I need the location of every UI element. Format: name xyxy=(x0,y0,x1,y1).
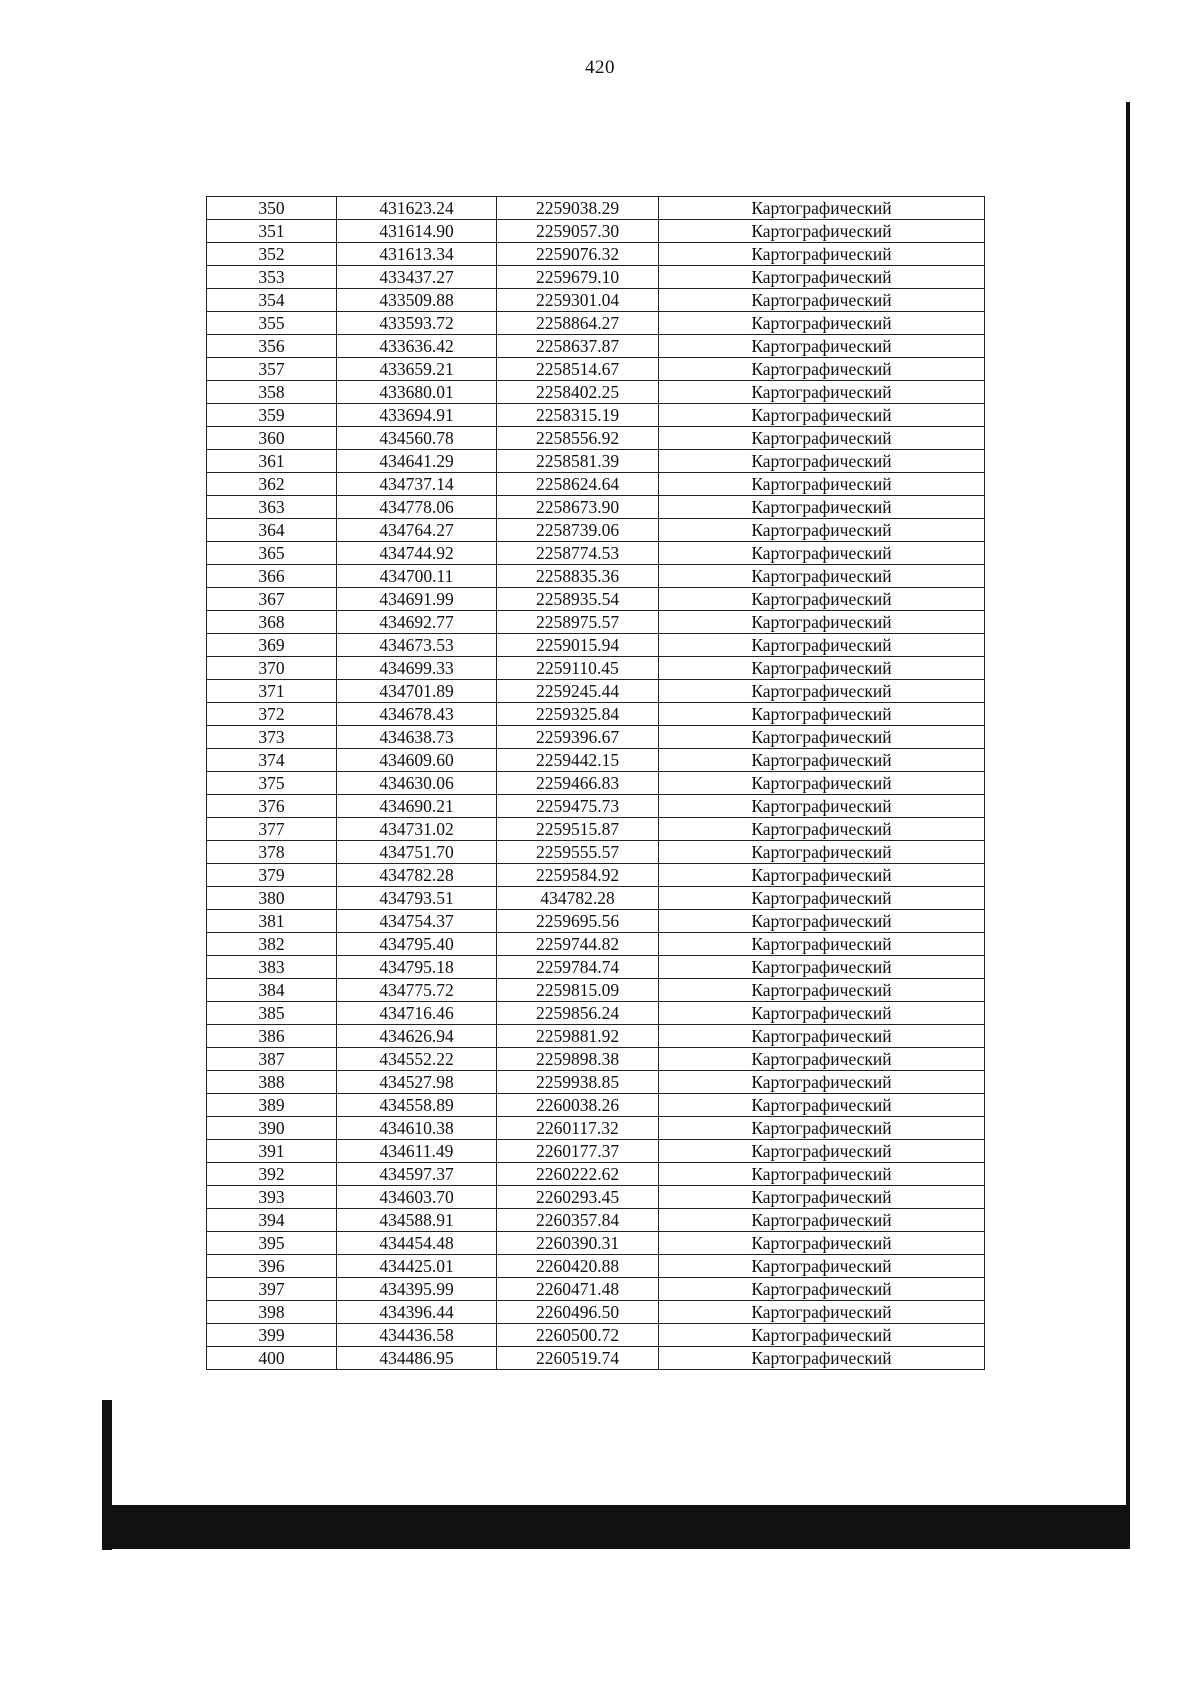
point-number-cell: 379 xyxy=(207,864,337,887)
x-coordinate-cell: 434395.99 xyxy=(337,1278,497,1301)
point-number-cell: 395 xyxy=(207,1232,337,1255)
table-row xyxy=(207,519,985,542)
method-cell: Картографический xyxy=(659,1002,985,1025)
y-coordinate-cell: 2258673.90 xyxy=(497,496,659,519)
x-coordinate-cell: 434609.60 xyxy=(337,749,497,772)
method-cell: Картографический xyxy=(659,404,985,427)
point-number-cell: 376 xyxy=(207,795,337,818)
method-cell: Картографический xyxy=(659,933,985,956)
method-cell: Картографический xyxy=(659,1117,985,1140)
point-number-cell: 384 xyxy=(207,979,337,1002)
x-coordinate-cell: 433636.42 xyxy=(337,335,497,358)
y-coordinate-cell: 434782.28 xyxy=(497,887,659,910)
y-coordinate-cell: 2259396.67 xyxy=(497,726,659,749)
y-coordinate-cell: 2259856.24 xyxy=(497,1002,659,1025)
point-number-cell: 371 xyxy=(207,680,337,703)
y-coordinate-cell: 2258514.67 xyxy=(497,358,659,381)
table-row xyxy=(207,1071,985,1094)
method-cell: Картографический xyxy=(659,795,985,818)
point-number-cell: 383 xyxy=(207,956,337,979)
method-cell: Картографический xyxy=(659,358,985,381)
x-coordinate-cell: 434754.37 xyxy=(337,910,497,933)
y-coordinate-cell: 2259110.45 xyxy=(497,657,659,680)
table-row xyxy=(207,933,985,956)
scan-edge-right xyxy=(1126,102,1130,1515)
method-cell: Картографический xyxy=(659,1025,985,1048)
point-number-cell: 351 xyxy=(207,220,337,243)
x-coordinate-cell: 434560.78 xyxy=(337,427,497,450)
point-number-cell: 357 xyxy=(207,358,337,381)
method-cell: Картографический xyxy=(659,1140,985,1163)
y-coordinate-cell: 2259015.94 xyxy=(497,634,659,657)
y-coordinate-cell: 2258774.53 xyxy=(497,542,659,565)
y-coordinate-cell: 2259245.44 xyxy=(497,680,659,703)
method-cell: Картографический xyxy=(659,703,985,726)
point-number-cell: 390 xyxy=(207,1117,337,1140)
table-row xyxy=(207,243,985,266)
y-coordinate-cell: 2259038.29 xyxy=(497,197,659,220)
x-coordinate-cell: 433437.27 xyxy=(337,266,497,289)
table-row xyxy=(207,1209,985,1232)
table-row xyxy=(207,1232,985,1255)
table-row xyxy=(207,956,985,979)
y-coordinate-cell: 2260222.62 xyxy=(497,1163,659,1186)
point-number-cell: 361 xyxy=(207,450,337,473)
x-coordinate-cell: 434690.21 xyxy=(337,795,497,818)
table-row xyxy=(207,634,985,657)
method-cell: Картографический xyxy=(659,1278,985,1301)
y-coordinate-cell: 2259466.83 xyxy=(497,772,659,795)
point-number-cell: 378 xyxy=(207,841,337,864)
table-row xyxy=(207,565,985,588)
point-number-cell: 356 xyxy=(207,335,337,358)
method-cell: Картографический xyxy=(659,611,985,634)
y-coordinate-cell: 2259898.38 xyxy=(497,1048,659,1071)
y-coordinate-cell: 2258624.64 xyxy=(497,473,659,496)
method-cell: Картографический xyxy=(659,473,985,496)
y-coordinate-cell: 2259442.15 xyxy=(497,749,659,772)
table-row xyxy=(207,450,985,473)
method-cell: Картографический xyxy=(659,1347,985,1370)
method-cell: Картографический xyxy=(659,1186,985,1209)
point-number-cell: 365 xyxy=(207,542,337,565)
x-coordinate-cell: 434641.29 xyxy=(337,450,497,473)
x-coordinate-cell: 434588.91 xyxy=(337,1209,497,1232)
y-coordinate-cell: 2259057.30 xyxy=(497,220,659,243)
y-coordinate-cell: 2259815.09 xyxy=(497,979,659,1002)
table-row xyxy=(207,979,985,1002)
table-row xyxy=(207,657,985,680)
table-row xyxy=(207,772,985,795)
table-row xyxy=(207,611,985,634)
method-cell: Картографический xyxy=(659,657,985,680)
x-coordinate-cell: 434552.22 xyxy=(337,1048,497,1071)
point-number-cell: 382 xyxy=(207,933,337,956)
table-row xyxy=(207,1163,985,1186)
method-cell: Картографический xyxy=(659,243,985,266)
table-row xyxy=(207,749,985,772)
x-coordinate-cell: 434751.70 xyxy=(337,841,497,864)
table-row xyxy=(207,726,985,749)
x-coordinate-cell: 434436.58 xyxy=(337,1324,497,1347)
x-coordinate-cell: 434795.40 xyxy=(337,933,497,956)
y-coordinate-cell: 2258556.92 xyxy=(497,427,659,450)
y-coordinate-cell: 2260519.74 xyxy=(497,1347,659,1370)
x-coordinate-cell: 434611.49 xyxy=(337,1140,497,1163)
y-coordinate-cell: 2259325.84 xyxy=(497,703,659,726)
x-coordinate-cell: 431623.24 xyxy=(337,197,497,220)
point-number-cell: 367 xyxy=(207,588,337,611)
method-cell: Картографический xyxy=(659,1301,985,1324)
y-coordinate-cell: 2260177.37 xyxy=(497,1140,659,1163)
y-coordinate-cell: 2260471.48 xyxy=(497,1278,659,1301)
method-cell: Картографический xyxy=(659,749,985,772)
table-row xyxy=(207,1140,985,1163)
table-row xyxy=(207,841,985,864)
y-coordinate-cell: 2260038.26 xyxy=(497,1094,659,1117)
scan-band-bottom xyxy=(102,1505,1130,1549)
point-number-cell: 393 xyxy=(207,1186,337,1209)
x-coordinate-cell: 433680.01 xyxy=(337,381,497,404)
method-cell: Картографический xyxy=(659,220,985,243)
point-number-cell: 385 xyxy=(207,1002,337,1025)
point-number-cell: 362 xyxy=(207,473,337,496)
table-row xyxy=(207,1117,985,1140)
table-row xyxy=(207,864,985,887)
table-row xyxy=(207,358,985,381)
x-coordinate-cell: 434692.77 xyxy=(337,611,497,634)
method-cell: Картографический xyxy=(659,910,985,933)
x-coordinate-cell: 433509.88 xyxy=(337,289,497,312)
point-number-cell: 352 xyxy=(207,243,337,266)
y-coordinate-cell: 2260390.31 xyxy=(497,1232,659,1255)
table-row xyxy=(207,496,985,519)
table-row xyxy=(207,1048,985,1071)
x-coordinate-cell: 434700.11 xyxy=(337,565,497,588)
method-cell: Картографический xyxy=(659,519,985,542)
method-cell: Картографический xyxy=(659,588,985,611)
method-cell: Картографический xyxy=(659,956,985,979)
point-number-cell: 400 xyxy=(207,1347,337,1370)
method-cell: Картографический xyxy=(659,289,985,312)
y-coordinate-cell: 2259784.74 xyxy=(497,956,659,979)
y-coordinate-cell: 2260357.84 xyxy=(497,1209,659,1232)
point-number-cell: 373 xyxy=(207,726,337,749)
method-cell: Картографический xyxy=(659,312,985,335)
x-coordinate-cell: 434610.38 xyxy=(337,1117,497,1140)
y-coordinate-cell: 2259744.82 xyxy=(497,933,659,956)
y-coordinate-cell: 2260500.72 xyxy=(497,1324,659,1347)
x-coordinate-cell: 434425.01 xyxy=(337,1255,497,1278)
method-cell: Картографический xyxy=(659,864,985,887)
y-coordinate-cell: 2259584.92 xyxy=(497,864,659,887)
x-coordinate-cell: 434396.44 xyxy=(337,1301,497,1324)
table-row xyxy=(207,910,985,933)
y-coordinate-cell: 2258739.06 xyxy=(497,519,659,542)
table-row xyxy=(207,795,985,818)
x-coordinate-cell: 434716.46 xyxy=(337,1002,497,1025)
method-cell: Картографический xyxy=(659,772,985,795)
table-row xyxy=(207,289,985,312)
y-coordinate-cell: 2259515.87 xyxy=(497,818,659,841)
point-number-cell: 377 xyxy=(207,818,337,841)
table-row xyxy=(207,588,985,611)
y-coordinate-cell: 2260420.88 xyxy=(497,1255,659,1278)
x-coordinate-cell: 434691.99 xyxy=(337,588,497,611)
point-number-cell: 359 xyxy=(207,404,337,427)
table-row xyxy=(207,1025,985,1048)
x-coordinate-cell: 434626.94 xyxy=(337,1025,497,1048)
method-cell: Картографический xyxy=(659,818,985,841)
method-cell: Картографический xyxy=(659,427,985,450)
table-row xyxy=(207,1278,985,1301)
method-cell: Картографический xyxy=(659,726,985,749)
method-cell: Картографический xyxy=(659,496,985,519)
y-coordinate-cell: 2258637.87 xyxy=(497,335,659,358)
table-row xyxy=(207,427,985,450)
x-coordinate-cell: 434486.95 xyxy=(337,1347,497,1370)
table-row xyxy=(207,197,985,220)
x-coordinate-cell: 431614.90 xyxy=(337,220,497,243)
table-row xyxy=(207,220,985,243)
point-number-cell: 386 xyxy=(207,1025,337,1048)
point-number-cell: 350 xyxy=(207,197,337,220)
point-number-cell: 381 xyxy=(207,910,337,933)
table-row xyxy=(207,1002,985,1025)
point-number-cell: 387 xyxy=(207,1048,337,1071)
coordinates-table-body xyxy=(207,197,985,1370)
point-number-cell: 375 xyxy=(207,772,337,795)
method-cell: Картографический xyxy=(659,1048,985,1071)
y-coordinate-cell: 2260117.32 xyxy=(497,1117,659,1140)
table-row xyxy=(207,404,985,427)
y-coordinate-cell: 2259475.73 xyxy=(497,795,659,818)
point-number-cell: 380 xyxy=(207,887,337,910)
table-row xyxy=(207,703,985,726)
y-coordinate-cell: 2259679.10 xyxy=(497,266,659,289)
x-coordinate-cell: 434701.89 xyxy=(337,680,497,703)
point-number-cell: 388 xyxy=(207,1071,337,1094)
point-number-cell: 363 xyxy=(207,496,337,519)
x-coordinate-cell: 434782.28 xyxy=(337,864,497,887)
point-number-cell: 355 xyxy=(207,312,337,335)
x-coordinate-cell: 433659.21 xyxy=(337,358,497,381)
method-cell: Картографический xyxy=(659,381,985,404)
page-number: 420 xyxy=(585,57,615,78)
x-coordinate-cell: 434699.33 xyxy=(337,657,497,680)
y-coordinate-cell: 2259555.57 xyxy=(497,841,659,864)
x-coordinate-cell: 433694.91 xyxy=(337,404,497,427)
table-row xyxy=(207,818,985,841)
x-coordinate-cell: 434558.89 xyxy=(337,1094,497,1117)
method-cell: Картографический xyxy=(659,1071,985,1094)
table-row xyxy=(207,887,985,910)
method-cell: Картографический xyxy=(659,266,985,289)
x-coordinate-cell: 434678.43 xyxy=(337,703,497,726)
point-number-cell: 368 xyxy=(207,611,337,634)
y-coordinate-cell: 2258315.19 xyxy=(497,404,659,427)
table-row xyxy=(207,381,985,404)
y-coordinate-cell: 2258935.54 xyxy=(497,588,659,611)
point-number-cell: 389 xyxy=(207,1094,337,1117)
method-cell: Картографический xyxy=(659,1163,985,1186)
point-number-cell: 399 xyxy=(207,1324,337,1347)
point-number-cell: 354 xyxy=(207,289,337,312)
method-cell: Картографический xyxy=(659,887,985,910)
x-coordinate-cell: 434793.51 xyxy=(337,887,497,910)
x-coordinate-cell: 434603.70 xyxy=(337,1186,497,1209)
method-cell: Картографический xyxy=(659,979,985,1002)
table-row xyxy=(207,312,985,335)
method-cell: Картографический xyxy=(659,1094,985,1117)
point-number-cell: 396 xyxy=(207,1255,337,1278)
x-coordinate-cell: 434744.92 xyxy=(337,542,497,565)
y-coordinate-cell: 2258402.25 xyxy=(497,381,659,404)
table-row xyxy=(207,1301,985,1324)
x-coordinate-cell: 434527.98 xyxy=(337,1071,497,1094)
y-coordinate-cell: 2259881.92 xyxy=(497,1025,659,1048)
table-row xyxy=(207,335,985,358)
table-row xyxy=(207,473,985,496)
method-cell: Картографический xyxy=(659,335,985,358)
x-coordinate-cell: 434597.37 xyxy=(337,1163,497,1186)
table-row xyxy=(207,266,985,289)
table-row xyxy=(207,1186,985,1209)
x-coordinate-cell: 434775.72 xyxy=(337,979,497,1002)
x-coordinate-cell: 434630.06 xyxy=(337,772,497,795)
table-row xyxy=(207,680,985,703)
point-number-cell: 398 xyxy=(207,1301,337,1324)
method-cell: Картографический xyxy=(659,1232,985,1255)
table-row xyxy=(207,1324,985,1347)
y-coordinate-cell: 2258864.27 xyxy=(497,312,659,335)
method-cell: Картографический xyxy=(659,634,985,657)
point-number-cell: 394 xyxy=(207,1209,337,1232)
point-number-cell: 370 xyxy=(207,657,337,680)
table-row xyxy=(207,1255,985,1278)
x-coordinate-cell: 434764.27 xyxy=(337,519,497,542)
method-cell: Картографический xyxy=(659,450,985,473)
x-coordinate-cell: 434673.53 xyxy=(337,634,497,657)
method-cell: Картографический xyxy=(659,680,985,703)
method-cell: Картографический xyxy=(659,197,985,220)
table-row xyxy=(207,1347,985,1370)
point-number-cell: 391 xyxy=(207,1140,337,1163)
x-coordinate-cell: 434737.14 xyxy=(337,473,497,496)
method-cell: Картографический xyxy=(659,1209,985,1232)
method-cell: Картографический xyxy=(659,1255,985,1278)
x-coordinate-cell: 431613.34 xyxy=(337,243,497,266)
x-coordinate-cell: 433593.72 xyxy=(337,312,497,335)
method-cell: Картографический xyxy=(659,565,985,588)
y-coordinate-cell: 2260496.50 xyxy=(497,1301,659,1324)
y-coordinate-cell: 2260293.45 xyxy=(497,1186,659,1209)
point-number-cell: 364 xyxy=(207,519,337,542)
table-row xyxy=(207,542,985,565)
y-coordinate-cell: 2258835.36 xyxy=(497,565,659,588)
coordinates-table xyxy=(206,196,985,1370)
x-coordinate-cell: 434795.18 xyxy=(337,956,497,979)
table-row xyxy=(207,1094,985,1117)
method-cell: Картографический xyxy=(659,542,985,565)
y-coordinate-cell: 2259301.04 xyxy=(497,289,659,312)
point-number-cell: 360 xyxy=(207,427,337,450)
point-number-cell: 366 xyxy=(207,565,337,588)
point-number-cell: 358 xyxy=(207,381,337,404)
method-cell: Картографический xyxy=(659,841,985,864)
x-coordinate-cell: 434454.48 xyxy=(337,1232,497,1255)
y-coordinate-cell: 2258581.39 xyxy=(497,450,659,473)
y-coordinate-cell: 2259695.56 xyxy=(497,910,659,933)
point-number-cell: 397 xyxy=(207,1278,337,1301)
x-coordinate-cell: 434638.73 xyxy=(337,726,497,749)
y-coordinate-cell: 2259938.85 xyxy=(497,1071,659,1094)
x-coordinate-cell: 434778.06 xyxy=(337,496,497,519)
point-number-cell: 369 xyxy=(207,634,337,657)
point-number-cell: 353 xyxy=(207,266,337,289)
y-coordinate-cell: 2258975.57 xyxy=(497,611,659,634)
method-cell: Картографический xyxy=(659,1324,985,1347)
point-number-cell: 374 xyxy=(207,749,337,772)
y-coordinate-cell: 2259076.32 xyxy=(497,243,659,266)
point-number-cell: 392 xyxy=(207,1163,337,1186)
x-coordinate-cell: 434731.02 xyxy=(337,818,497,841)
point-number-cell: 372 xyxy=(207,703,337,726)
